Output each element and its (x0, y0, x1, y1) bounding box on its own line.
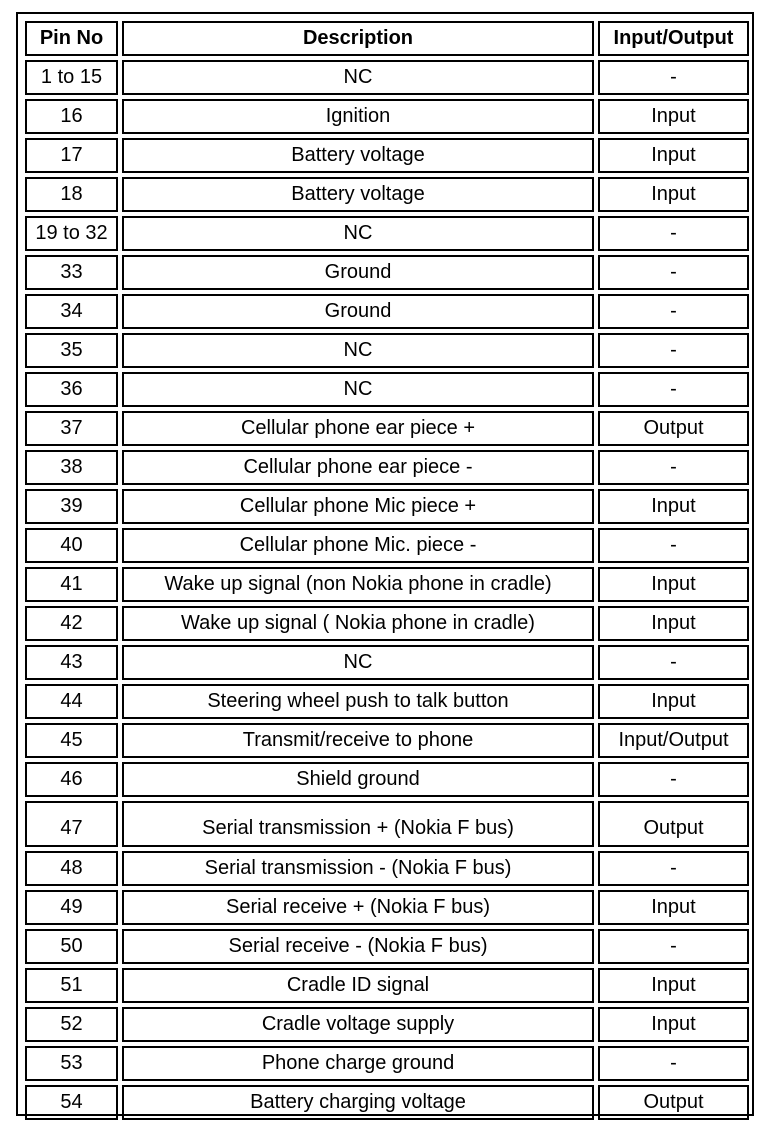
pin-number-cell: 1 to 15 (25, 60, 118, 95)
table-row (25, 333, 749, 368)
pin-number-cell: 43 (25, 645, 118, 680)
pin-number-cell: 48 (25, 851, 118, 886)
io-cell: - (598, 929, 749, 964)
pin-number-cell: 38 (25, 450, 118, 485)
description-cell: Transmit/receive to phone (122, 723, 594, 758)
table-row (25, 489, 749, 524)
io-cell: - (598, 216, 749, 251)
io-cell: Output (598, 411, 749, 446)
pin-number-cell: 45 (25, 723, 118, 758)
description-cell: Cellular phone Mic. piece - (122, 528, 594, 563)
header-description: Description (122, 21, 594, 56)
table-row (25, 450, 749, 485)
pin-number-cell: 39 (25, 489, 118, 524)
io-cell: Input (598, 606, 749, 641)
table-row (25, 606, 749, 641)
table-row (25, 216, 749, 251)
table-row (25, 801, 749, 847)
description-cell: NC (122, 372, 594, 407)
pin-number-cell: 54 (25, 1085, 118, 1120)
pin-number-cell: 50 (25, 929, 118, 964)
description-cell: Serial receive - (Nokia F bus) (122, 929, 594, 964)
io-cell: - (598, 1046, 749, 1081)
description-cell: Ground (122, 255, 594, 290)
io-cell: - (598, 294, 749, 329)
io-cell: Output (598, 801, 749, 847)
pin-number-cell: 35 (25, 333, 118, 368)
pin-number-cell: 34 (25, 294, 118, 329)
table-row (25, 968, 749, 1003)
pin-number-cell: 52 (25, 1007, 118, 1042)
io-cell: - (598, 528, 749, 563)
pin-number-cell: 19 to 32 (25, 216, 118, 251)
table-row (25, 138, 749, 173)
pin-number-cell: 41 (25, 567, 118, 602)
description-cell: Cellular phone ear piece + (122, 411, 594, 446)
pin-number-cell: 49 (25, 890, 118, 925)
io-cell: Input (598, 99, 749, 134)
table-row (25, 528, 749, 563)
description-cell: Serial transmission + (Nokia F bus) (122, 801, 594, 847)
io-cell: - (598, 851, 749, 886)
description-cell: Cellular phone ear piece - (122, 450, 594, 485)
io-cell: - (598, 60, 749, 95)
description-cell: NC (122, 333, 594, 368)
table-row (25, 1046, 749, 1081)
pin-number-cell: 16 (25, 99, 118, 134)
description-cell: Cradle ID signal (122, 968, 594, 1003)
table-row (25, 1007, 749, 1042)
io-cell: - (598, 333, 749, 368)
description-cell: Ignition (122, 99, 594, 134)
description-cell: Battery voltage (122, 138, 594, 173)
table-row (25, 294, 749, 329)
io-cell: - (598, 372, 749, 407)
description-cell: Cellular phone Mic piece + (122, 489, 594, 524)
pin-number-cell: 44 (25, 684, 118, 719)
io-cell: Input/Output (598, 723, 749, 758)
table-row (25, 890, 749, 925)
description-cell: Phone charge ground (122, 1046, 594, 1081)
table-row (25, 684, 749, 719)
io-cell: - (598, 645, 749, 680)
pin-number-cell: 37 (25, 411, 118, 446)
table-row (25, 177, 749, 212)
pin-table-body (25, 60, 749, 1120)
pin-number-cell: 17 (25, 138, 118, 173)
table-row (25, 372, 749, 407)
io-cell: - (598, 255, 749, 290)
description-cell: Serial transmission - (Nokia F bus) (122, 851, 594, 886)
pin-number-cell: 18 (25, 177, 118, 212)
io-cell: Input (598, 177, 749, 212)
description-cell: Battery voltage (122, 177, 594, 212)
description-cell: Ground (122, 294, 594, 329)
table-row (25, 762, 749, 797)
description-cell: Wake up signal (non Nokia phone in cradle) (122, 567, 594, 602)
description-cell: Steering wheel push to talk button (122, 684, 594, 719)
table-row (25, 567, 749, 602)
header-input-output: Input/Output (598, 21, 749, 56)
header-row (25, 21, 749, 56)
pin-table-frame (16, 12, 754, 1116)
io-cell: Input (598, 138, 749, 173)
pin-number-cell: 53 (25, 1046, 118, 1081)
table-row (25, 851, 749, 886)
io-cell: Input (598, 968, 749, 1003)
description-cell: NC (122, 216, 594, 251)
io-cell: Input (598, 489, 749, 524)
table-row (25, 411, 749, 446)
io-cell: Input (598, 1007, 749, 1042)
table-row (25, 99, 749, 134)
table-row (25, 1085, 749, 1120)
pin-number-cell: 36 (25, 372, 118, 407)
description-cell: Battery charging voltage (122, 1085, 594, 1120)
description-cell: Wake up signal ( Nokia phone in cradle) (122, 606, 594, 641)
pin-number-cell: 46 (25, 762, 118, 797)
table-row (25, 645, 749, 680)
io-cell: Input (598, 684, 749, 719)
io-cell: Output (598, 1085, 749, 1120)
pin-table (21, 17, 753, 1124)
pin-number-cell: 47 (25, 801, 118, 847)
table-row (25, 255, 749, 290)
header-pin-no: Pin No (25, 21, 118, 56)
table-row (25, 929, 749, 964)
io-cell: - (598, 762, 749, 797)
description-cell: Cradle voltage supply (122, 1007, 594, 1042)
io-cell: Input (598, 567, 749, 602)
table-row (25, 723, 749, 758)
description-cell: Shield ground (122, 762, 594, 797)
description-cell: NC (122, 60, 594, 95)
pin-number-cell: 42 (25, 606, 118, 641)
pin-number-cell: 33 (25, 255, 118, 290)
description-cell: NC (122, 645, 594, 680)
description-cell: Serial receive + (Nokia F bus) (122, 890, 594, 925)
io-cell: - (598, 450, 749, 485)
table-row (25, 60, 749, 95)
pin-number-cell: 40 (25, 528, 118, 563)
pin-number-cell: 51 (25, 968, 118, 1003)
io-cell: Input (598, 890, 749, 925)
